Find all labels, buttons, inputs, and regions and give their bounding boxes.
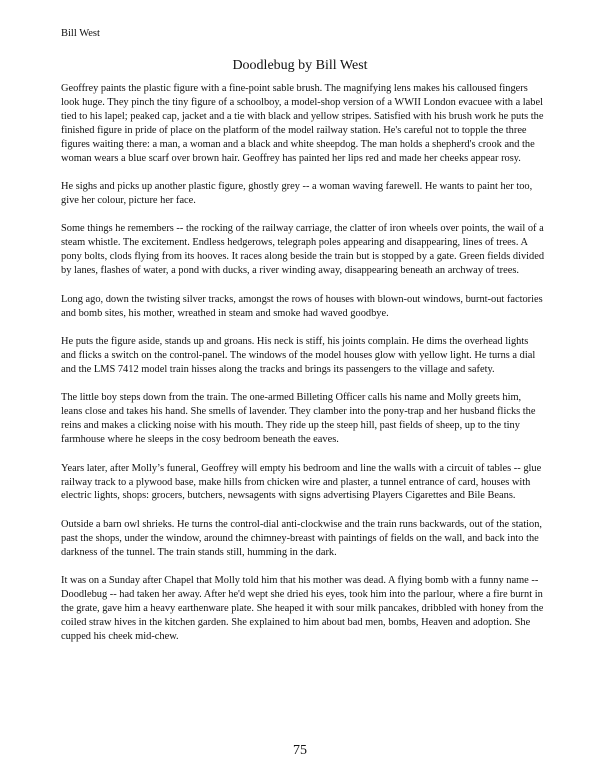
- paragraph: It was on a Sunday after Chapel that Molly told him that his mother was dead. A flying bomb with a funny name -- Doodlebug -- had taken her away. After he'd wept she dried his eyes, took him into the parlour, where a fire burnt in the grate, gave him a heavy earthenware plate. She heaped it with sour milk pancakes, dribbled with honey from the coiled straw hives in the kitchen garden. She explained to him about bad men, bombs, Heaven and adoption. She cupped his cheek mid-chew.: [61, 575, 544, 642]
- paragraph: He sighs and picks up another plastic figure, ghostly grey -- a woman waving farewell. He wants to paint her too, give her colour, picture her face.: [61, 181, 533, 206]
- paragraph: Years later, after Molly’s funeral, Geoffrey will empty his bedroom and line the walls with a circuit of tables -- glue railway track to a plywood base, make hills from chicken wire and plaster, a tunnel entrance of card, houses with electric lights, shops: grocers, butchers, newsagents with signs advertising Players Cigarettes and Bile Beans.: [61, 462, 542, 502]
- paragraph: He puts the figure aside, stands up and groans. His neck is stiff, his joints complain. He dims the overhead lights and flicks a switch on the control-panel. The windows of the model houses glow with yellow light. He turns a dial and the LMS 7412 model train hisses along the tracks and brings its passengers to the village and safety.: [61, 336, 536, 375]
- paragraph: Long ago, down the twisting silver tracks, amongst the rows of houses with blown-out windows, burnt-out factories and bomb sites, his mother, wreathed in steam and smoke had waved goodbye.: [61, 293, 543, 319]
- paragraph: Outside a barn owl shrieks. He turns the control-dial anti-clockwise and the train runs backwards, out of the station, past the shops, under the window, around the chimney-breast with paintings of fields on the wall, and back into the darkness of the tunnel. The train stands still, humming in the dark.: [61, 518, 543, 558]
- paragraph: The little boy steps down from the train. The one-armed Billeting Officer calls his name and Molly greets him, leans close and takes his hand. She smells of lavender. They clamber into the pony-trap and her husband flicks the reins and makes a clicking noise with his mouth. They ride up the steep hill, past fields of sheep, up to the tiny farmhouse where he sleeps in the cosy bedroom beneath the eaves.: [61, 392, 536, 446]
- running-header-author: Bill West: [61, 28, 100, 39]
- page-number: 75: [293, 743, 307, 758]
- paragraph: Geoffrey paints the plastic figure with a fine-point sable brush. The magnifying lens makes his calloused fingers look huge. They pinch the tiny figure of a schoolboy, a model-shop version of a WWII London evacuee with a label tied to his lapel; peaked cap, jacket and a tie with black and yellow stripes. Satisfied with his brush work he puts the finished figure in pride of place on the platform of the model railway station. He's careful not to topple the three figures waiting there: a man, a woman and a black and white sheepdog. The man holds a shepherd's crook and the woman wears a blue scarf over brown hair. Geoffrey has painted her lips red and made her cheeks appear rosy.: [61, 83, 544, 164]
- paragraph: Some things he remembers -- the rocking of the railway carriage, the clatter of iron wheels over points, the wail of a steam whistle. The excitement. Endless hedgerows, telegraph poles appearing and disappearing, lines of trees. A pony bolts, clods flying from its hooves. It races along beside the train but is stopped by a gate. Green fields divided by lanes, flashes of water, a pond with ducks, a river winding away, disappearing beneath an archway of trees.: [61, 223, 545, 277]
- story-body: [61, 82, 545, 658]
- story-title: Doodlebug by Bill West: [232, 58, 368, 73]
